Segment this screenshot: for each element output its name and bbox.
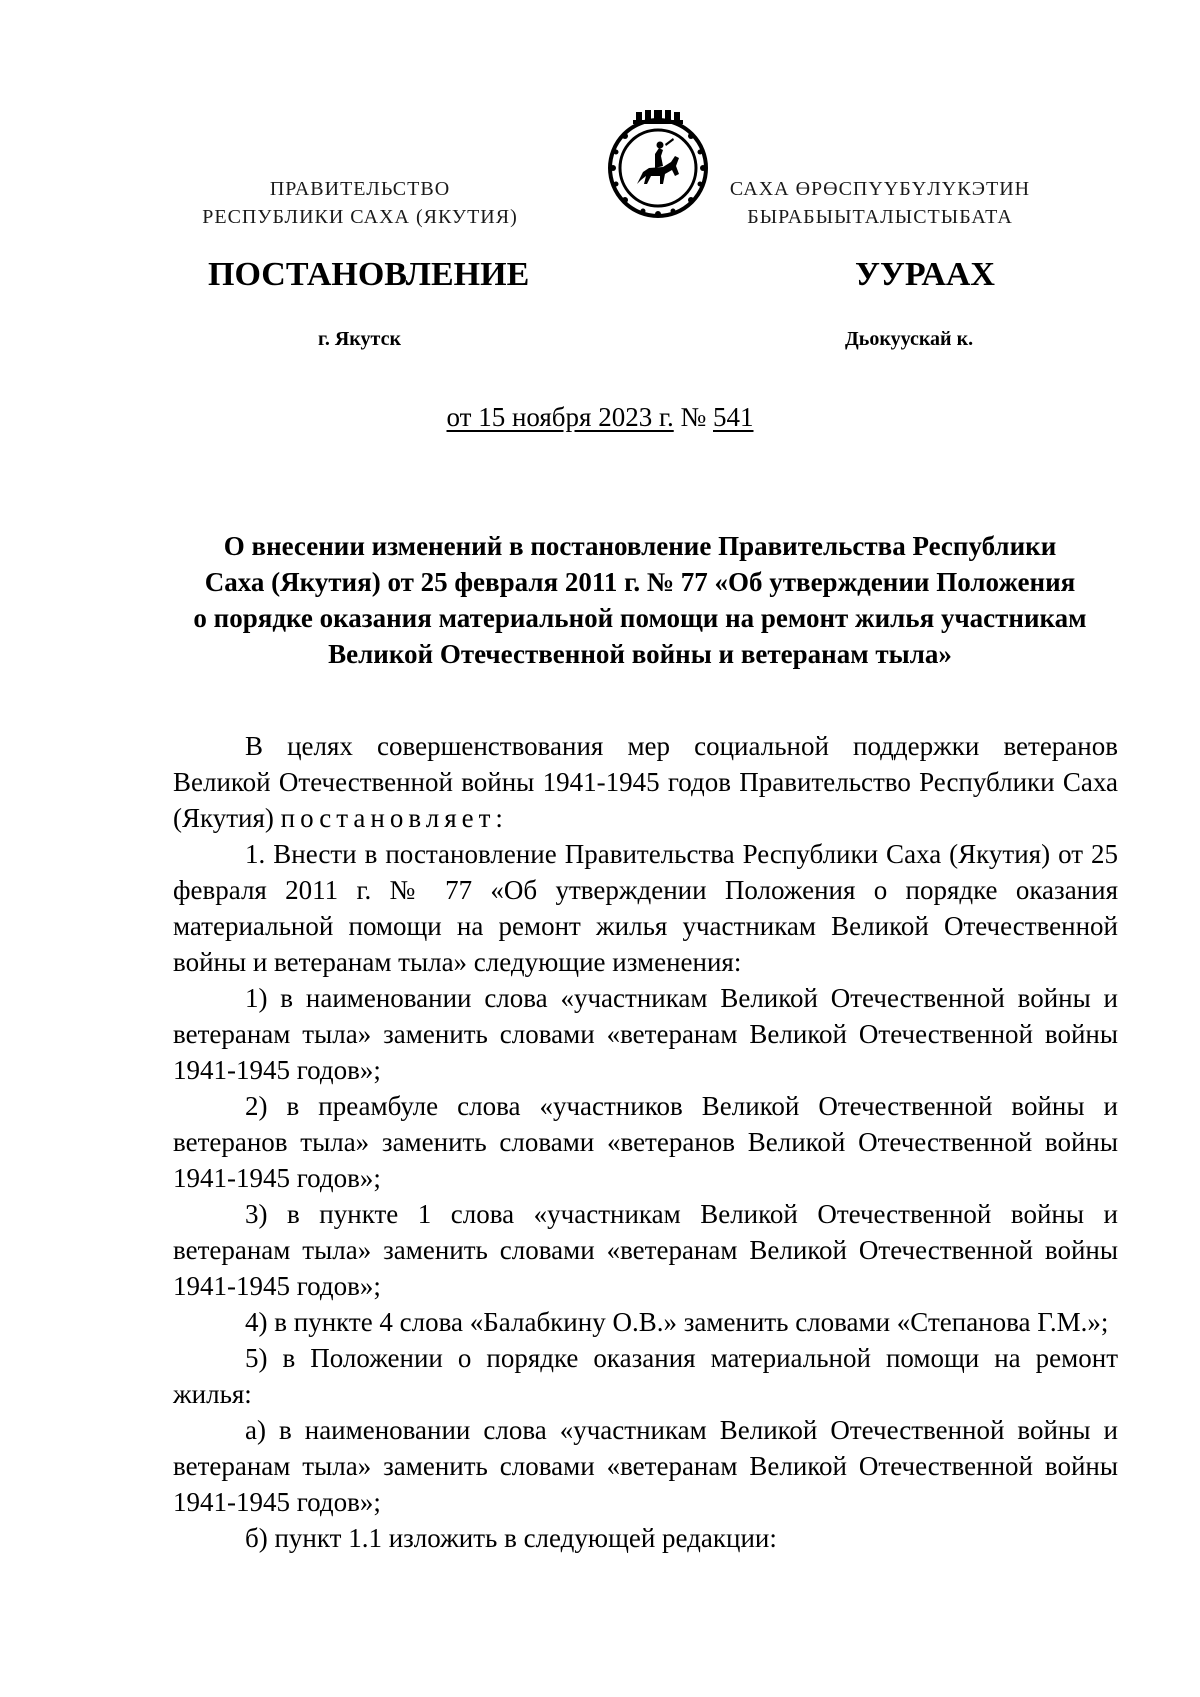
preamble-decree-word: постановляет:: [280, 803, 508, 833]
decree-title: [160, 528, 1120, 672]
paragraph-1: 1. Внести в постановление Правительства Республики Саха (Якутия) от 25 февраля 2011 г. № 77 «Об утверждении Положения о порядке оказания материальной помощи на ремонт жилья участникам Великой Отечественной войны и ветеранам тыла» следующие изменения:: [173, 839, 1118, 977]
decree-title-line4: Великой Отечественной войны и ветеранам тыла»: [328, 639, 952, 669]
government-name-ru-line1: ПРАВИТЕЛЬСТВО: [269, 178, 451, 200]
doc-type-ru: ПОСТАНОВЛЕНИЕ: [208, 256, 530, 293]
paragraph-1-5-a: а) в наименовании слова «участникам Великой Отечественной войны и ветеранам тыла» заменить словами «ветеранам Великой Отечественной войны 1941-1945 годов»;: [173, 1415, 1118, 1517]
decree-number: 541: [713, 402, 754, 432]
number-sign: №: [680, 402, 707, 432]
doc-type-sakha: УУРААХ: [855, 256, 995, 293]
decree-title-line2: Саха (Якутия) от 25 февраля 2011 г. № 77 «Об утверждении Положения: [204, 567, 1076, 597]
government-name-sakha-line1: САХА ӨРӨСПҮҮБҮЛҮКЭТИН: [729, 178, 1031, 200]
decree-date-line: [0, 400, 1200, 434]
government-name-ru: [150, 175, 570, 231]
decree-date: от 15 ноября 2023 г.: [446, 402, 674, 432]
government-name-sakha-line2: БЫРАБЫЫТАЛЫСТЫБАТА: [747, 206, 1013, 228]
decree-title-line1: О внесении изменений в постановление Правительства Республики: [223, 531, 1057, 561]
preamble-paragraph: [173, 728, 1118, 836]
government-name-sakha: [670, 175, 1090, 231]
government-name-ru-line2: РЕСПУБЛИКИ САХА (ЯКУТИЯ): [202, 206, 518, 228]
paragraph-1-5: 5) в Положении о порядке оказания материальной помощи на ремонт жилья:: [173, 1343, 1118, 1409]
city-ru: г. Якутск: [318, 328, 401, 350]
paragraph-1-4: 4) в пункте 4 слова «Балабкину О.В.» заменить словами «Степанова Г.М.»;: [245, 1307, 1109, 1337]
paragraph-1-2: 2) в преамбуле слова «участников Великой Отечественной войны и ветеранов тыла» заменить словами «ветеранов Великой Отечественной войны 1941-1945 годов»;: [173, 1091, 1118, 1193]
paragraph-1-3: 3) в пункте 1 слова «участникам Великой Отечественной войны и ветеранам тыла» заменить словами «ветеранам Великой Отечественной войны 1941-1945 годов»;: [173, 1199, 1118, 1301]
paragraph-1-1: 1) в наименовании слова «участникам Великой Отечественной войны и ветеранам тыла» заменить словами «ветеранам Великой Отечественной войны 1941-1945 годов»;: [173, 983, 1118, 1085]
city-sakha: Дьокуускай к.: [845, 328, 974, 350]
preamble-text: В целях совершенствования мер социальной поддержки ветеранов Великой Отечественной войны 1941-1945 годов Правительство Республики Саха (Якутия): [173, 731, 1118, 833]
decree-body: [173, 728, 1118, 1556]
paragraph-1-5-b: б) пункт 1.1 изложить в следующей редакции:: [245, 1523, 777, 1553]
decree-title-line3: о порядке оказания материальной помощи на ремонт жилья участникам: [193, 603, 1087, 633]
